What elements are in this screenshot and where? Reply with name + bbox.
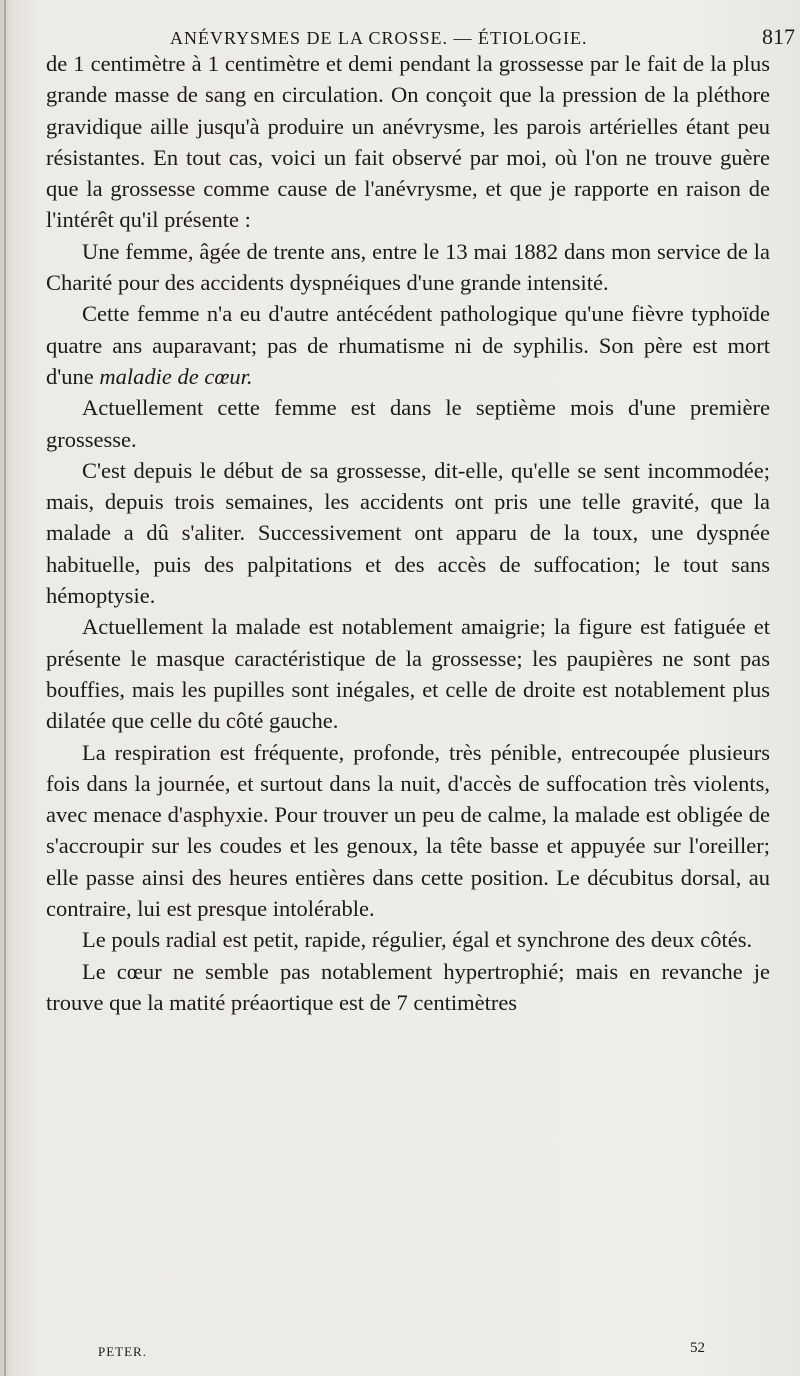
paragraph-3-text: Cette femme n'a eu d'autre antécédent pathologique qu'une fièvre typhoïde quatre ans auparavant; pas de rhumatisme ni de syphilis. Son père est mort d'une xyxy=(46,301,770,389)
footer-author: PETER. xyxy=(98,1344,147,1359)
body-text xyxy=(46,48,770,1018)
paragraph-6: Actuellement la malade est notablement amaigrie; la figure est fatiguée et présente le masque caractéristique de la grossesse; les paupières ne sont pas bouffies, mais les pupilles sont inégales, et celle de droite est notablement plus dilatée que celle du côté gauche. xyxy=(46,614,770,734)
paragraph-9: Le cœur ne semble pas notablement hypertrophié; mais en revanche je trouve que la matité préaortique est de 7 centimètres xyxy=(46,958,770,1015)
paragraph-7: La respiration est fréquente, profonde, très pénible, entrecoupée plusieurs fois dans la journée, et surtout dans la nuit, d'accès de suffocation très violents, avec menace d'asphyxie. Pour trouver un peu de calme, la malade est obligée de s'accroupir sur les coudes et les genoux, la tête basse et appuyée sur l'oreiller; elle passe ainsi des heures entières dans cette position. Le décubitus dorsal, au contraire, lui est presque intolérable. xyxy=(46,739,770,922)
paragraph-3-italic: maladie de cœur. xyxy=(99,363,253,389)
page-number: 817 xyxy=(762,24,795,49)
paragraph-5: C'est depuis le début de sa grossesse, dit-elle, qu'elle se sent incommodée; mais, depuis trois semaines, les accidents ont pris une telle gravité, que la malade a dû s'aliter. Successivement ont apparu de la toux, une dyspnée habituelle, puis des palpitations et des accès de suffocation; le tout sans hémoptysie. xyxy=(46,457,770,609)
paragraph-8: Le pouls radial est petit, rapide, régulier, égal et synchrone des deux côtés. xyxy=(82,927,753,953)
paragraph-3 xyxy=(46,298,770,392)
running-title: ANÉVRYSMES DE LA CROSSE. — ÉTIOLOGIE. xyxy=(170,28,588,48)
paragraph-2: Une femme, âgée de trente ans, entre le 13 mai 1882 dans mon service de la Charité pour des accidents dyspnéiques d'une grande intensité. xyxy=(46,238,770,296)
paragraph-4: Actuellement cette femme est dans le septième mois d'une première grossesse. xyxy=(46,395,770,452)
footer-signature-mark: 52 xyxy=(690,1340,705,1356)
paragraph-1: de 1 centimètre à 1 centimètre et demi pendant la grossesse par le fait de la plus grande masse de sang en circulation. On conçoit que la pression de la pléthore gravidique aille jusqu'à produire un anévrysme, les parois artérielles étant peu résistantes. En tout cas, voici un fait observé par moi, où l'on ne trouve guère que la grossesse comme cause de l'anévrysme, et que je rapporte en raison de l'intérêt qu'il présente : xyxy=(46,51,770,233)
binding-gutter-edge xyxy=(4,0,6,1376)
